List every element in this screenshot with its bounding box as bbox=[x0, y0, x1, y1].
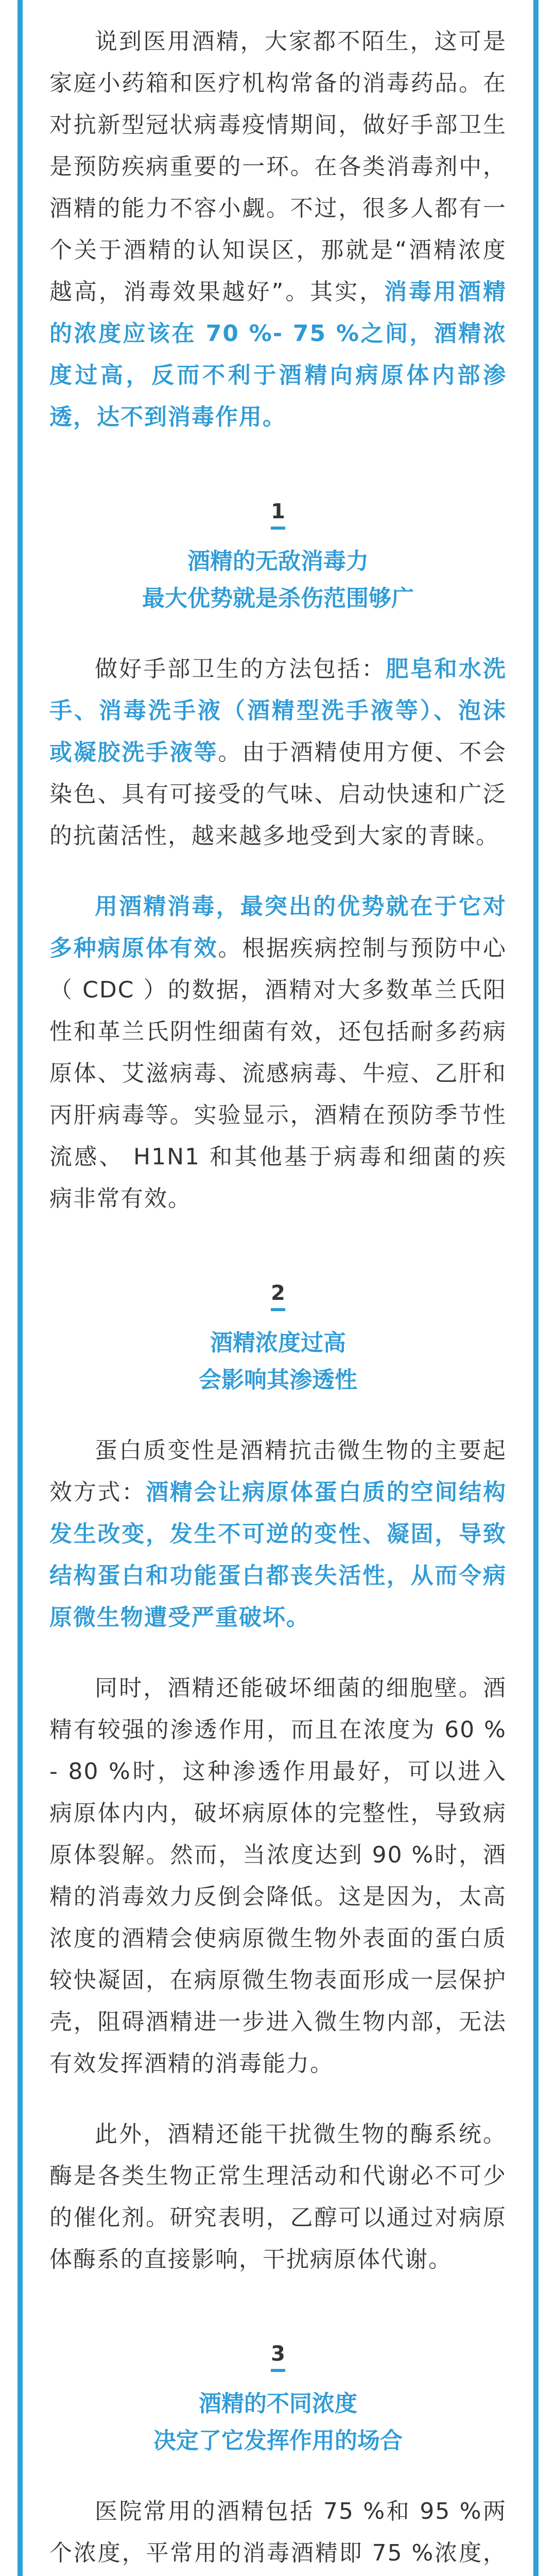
section-1-paragraph-2 bbox=[49, 886, 507, 1219]
section-2-title-line1: 酒精浓度过高 bbox=[210, 1330, 346, 1356]
section-2-paragraph-2: 同时，酒精还能破坏细菌的细胞壁。酒精有较强的渗透作用，而且在浓度为 60 %- 80 %时，这种渗透作用最好，可以进入病原体内内，破坏病原体的完整性，导致病原体裂解。然而，当浓度达到 90 %时，酒精的消毒效力反倒会降低。这是因为，太高浓度的酒精会使病原微生物外表面的蛋白质较快凝固，在病原微生物表面形成一层保护壳，阻碍酒精进一步进入微生物内部，无法有效发挥酒精的消毒能力。 bbox=[49, 1675, 507, 2077]
intro-highlight: 消毒用酒精的浓度应该在 70 %- 75 %之间，酒精浓度过高，反而不利于酒精向病原体内部渗透，达不到消毒作用。 bbox=[49, 279, 507, 430]
section-2-number: 2 bbox=[271, 1281, 285, 1311]
section-2-header bbox=[49, 1281, 507, 1399]
section-1-header bbox=[49, 500, 507, 617]
article-content bbox=[49, 21, 507, 2576]
section-2-paragraph-3: 此外，酒精还能干扰微生物的酶系统。酶是各类生物正常生理活动和代谢必不可少的催化剂。研究表明，乙醇可以通过对病原体酶系的直接影响，干扰病原体代谢。 bbox=[49, 2121, 507, 2273]
intro-text: 说到医用酒精，大家都不陌生，这可是家庭小药箱和医疗机构常备的消毒药品。在对抗新型冠状病毒疫情期间，做好手部卫生是预防疾病重要的一环。在各类消毒剂中，酒精的能力不容小觑。不过，很多人都有一个关于酒精的认知误区，那就是“酒精浓度越高，消毒效果越好”。其实， bbox=[49, 28, 507, 305]
section-1-title-line1: 酒精的无敌消毒力 bbox=[187, 548, 369, 574]
section-3-paragraph-1 bbox=[49, 2490, 507, 2576]
article-page bbox=[18, 0, 538, 2576]
section-3-title-line1: 酒精的不同浓度 bbox=[199, 2391, 357, 2417]
s1-p1-text-b: 。由于酒精使用方便、不会染色、具有可接受的气味、启动快速和广泛的抗菌活性，越来越多地受到大家的青睐。 bbox=[49, 739, 507, 849]
s1-p2-text: 。根据疾病控制与预防中心（ CDC ）的数据，酒精对大多数革兰氏阳性和革兰氏阴性细菌有效，还包括耐多药病原体、艾滋病毒、流感病毒、牛痘、乙肝和丙肝病毒等。实验显示，酒精在预防季节性流感、 H1N1 和其他基于病毒和细菌的疾病非常有效。 bbox=[49, 935, 507, 1212]
section-1-number: 1 bbox=[271, 500, 285, 530]
s2-p1-highlight: 酒精会让病原体蛋白质的空间结构发生改变，发生不可逆的变性、凝固，导致结构蛋白和功能蛋白都丧失活性，从而令病原微生物遭受严重破坏。 bbox=[49, 1479, 507, 1631]
s2-p1-text: 蛋白质变性是酒精抗击微生物的主要起效方式： bbox=[49, 1437, 507, 1505]
section-2-title-line2: 会影响其渗透性 bbox=[199, 1367, 357, 1393]
section-1-paragraph-1 bbox=[49, 648, 507, 857]
section-2-paragraph-1 bbox=[49, 1430, 507, 1638]
section-3-title-line2: 决定了它发挥作用的场合 bbox=[153, 2428, 403, 2454]
section-3-number: 3 bbox=[271, 2342, 285, 2372]
s1-p1-highlight: 肥皂和水洗手、消毒洗手液（酒精型洗手液等）、泡沫或凝胶洗手液等 bbox=[49, 656, 507, 766]
s3-p1-text: 医院常用的酒精包括 75 %和 95 %两个浓度，平常用的消毒酒精即 75 %浓度， bbox=[49, 2498, 507, 2566]
intro-paragraph bbox=[49, 21, 507, 438]
section-3-header bbox=[49, 2342, 507, 2460]
s1-p2-highlight: 用酒精消毒，最突出的优势就在于它对多种病原体有效 bbox=[49, 893, 507, 961]
section-1-title-line2: 最大优势就是杀伤范围够广 bbox=[142, 585, 414, 612]
s1-p1-text-a: 做好手部卫生的方法包括： bbox=[95, 656, 386, 682]
